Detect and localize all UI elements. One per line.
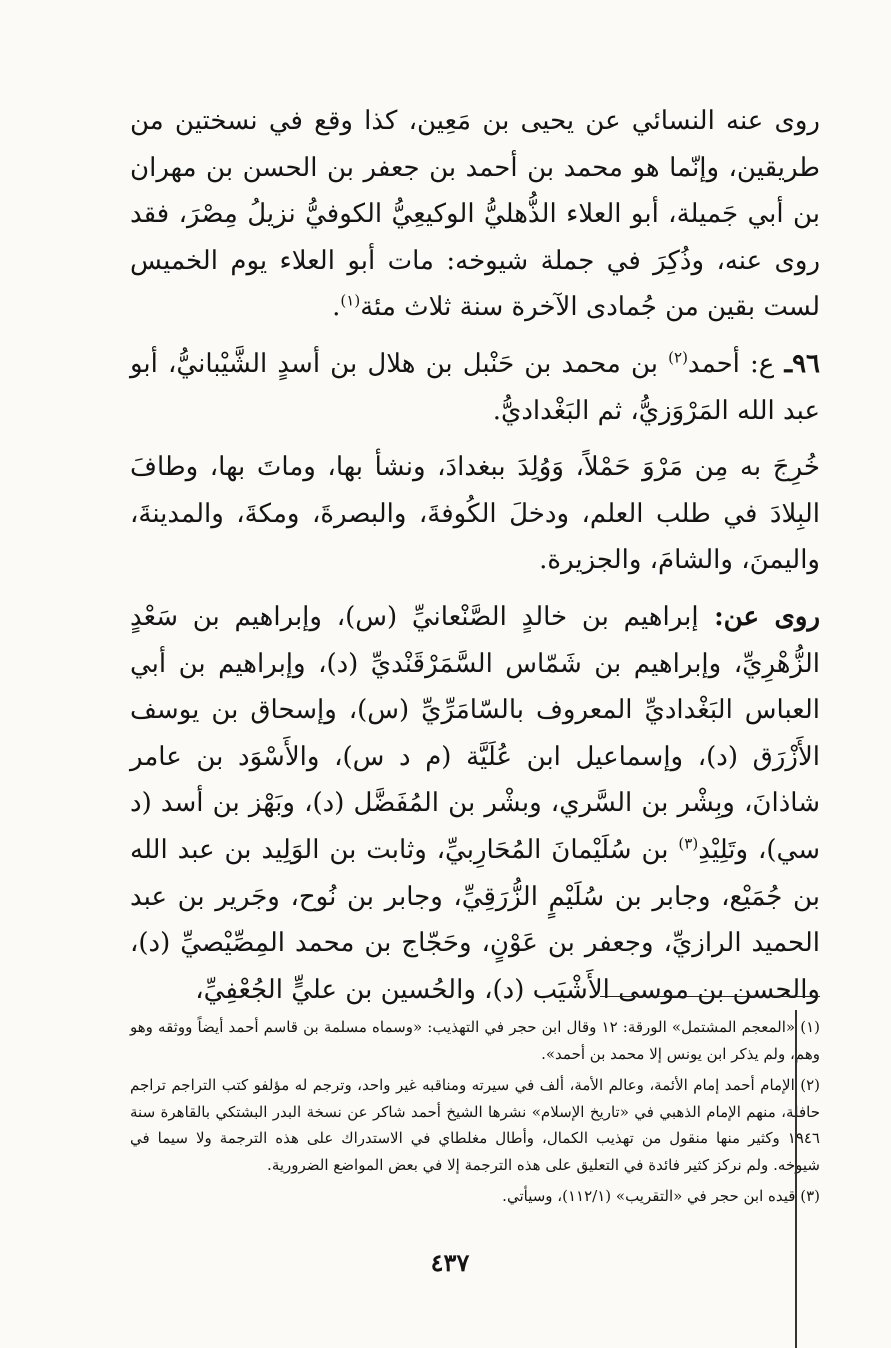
teachers-text-a: إبراهيم بن خالدٍ الصَّنْعانيِّ (س)، وإبراهيم بن سَعْدٍ الزُّهْرِيِّ، وإبراهيم بن شَمّاس السَّمَرْقَنْديِّ (د)، وإبراهيم بن أبي العباس البَغْداديِّ المعروف بالسّامَرِّيِّ (س)، وإسحاق بن يوسف الأَزْرَق (د)، وإسماعيل ابن عُلَيَّة (م د س)، والأَسْوَد بن عامر شاذانَ، وبِشْر بن السَّري، وبشْر بن المُفَضَّل (د)، وبَهْز بن أسد (د سي)، وتَلِيْدِ bbox=[130, 601, 820, 865]
biography-text: خُرِجَ به مِن مَرْوَ حَمْلاً، وَوُلِدَ ببغدادَ، ونشأ بها، وماتَ بها، وطافَ البِلادَ في طلب العلم، ودخلَ الكُوفةَ، والبصرةَ، ومكةَ، والمدينةَ، واليمنَ، والشامَ، والجزيرة. bbox=[130, 452, 820, 576]
page-number: ٤٣٧ bbox=[430, 1248, 470, 1277]
footnote-separator bbox=[600, 996, 820, 997]
rawa-an-label: روى عن: bbox=[698, 601, 820, 632]
footnote-1: (١) «المعجم المشتمل» الورقة: ١٢ وقال ابن حجر في التهذيب: «وسماه مسلمة بن قاسم أحمد أيضاً ووثقه وهو وهم، ولم يذكر ابن يونس إلا محمد بن أحمد». bbox=[130, 1018, 820, 1063]
footnote-2: (٢) الإمام أحمد إمام الأئمة، وعالم الأمة، ألف في سيرته ومناقبه غير واحد، وترجم له مؤلفو كتب التراجم تراجم حافلة، منهم الإمام الذهبي في «تاريخ الإسلام» نشرها الشيخ أحمد شاكر عن نسخة البدر البشتكي بالقاهرة سنة ١٩٤٦ وكثير منها منقول من تهذيب الكمال، وأطال مغلطاي في الاستدراك على هذه الترجمة ولا سيما في شيوخه. ولم نركز كثير فائدة في التعليق على هذه الترجمة إلا في بعض المواضع الضرورية. bbox=[130, 1076, 820, 1174]
scan-edge-line bbox=[795, 1010, 797, 1348]
paragraph-continuation bbox=[130, 98, 820, 331]
entry-heading bbox=[130, 341, 820, 434]
entry-lineage: بن محمد بن حَنْبل بن هلال بن أسدٍ الشَّيْبانيُّ، أبو عبد الله المَرْوَزيُّ، ثم البَغْداديُّ. bbox=[130, 348, 820, 426]
footnote-ref-3: (٣) bbox=[678, 834, 699, 853]
main-text bbox=[130, 98, 820, 1013]
biography-paragraph bbox=[130, 444, 820, 584]
footnote-ref-1: (١) bbox=[340, 291, 361, 310]
entry-number: ٩٦ـ bbox=[784, 348, 820, 379]
teachers-paragraph bbox=[130, 594, 820, 1013]
entry-name: ع: أحمد bbox=[687, 348, 775, 379]
period: . bbox=[332, 292, 341, 323]
footnote-ref-2: (٢) bbox=[668, 348, 688, 367]
continuation-text: روى عنه النسائي عن يحيى بن مَعِين، كذا وقع في نسختين من طريقين، وإنّما هو محمد بن أحمد بن جعفر بن الحسن بن مهران بن أبي جَميلة، أبو العلاء الذُّهليُّ الوكيعِيُّ الكوفيُّ نزيلُ مِصْرَ، فقد روى عنه، وذُكِرَ في جملة شيوخه: مات أبو العلاء يوم الخميس لست بقين من جُمادى الآخرة سنة ثلاث مئة bbox=[130, 106, 820, 323]
footnote-3: (٣) قيده ابن حجر في «التقريب» (١١٢/١)، وسيأتي. bbox=[502, 1187, 820, 1205]
footnotes bbox=[130, 1014, 820, 1215]
teachers-text-b: بن سُلَيْمانَ المُحَارِبيِّ، وثابت بن الوَلِيد بن عبد الله بن جُمَيْع، وجابر بن سُلَيْمٍ الزُّرَقِيِّ، وجابر بن نُوح، وجَرير بن عبد الحميد الرازيِّ، وجعفر بن عَوْنٍ، وحَجّاج بن محمد المِصِّيْصيِّ (د)، والحسن بن موسى الأَشْيَب (د)، والحُسين بن عليٍّ الجُعْفِيِّ، bbox=[130, 834, 820, 1005]
